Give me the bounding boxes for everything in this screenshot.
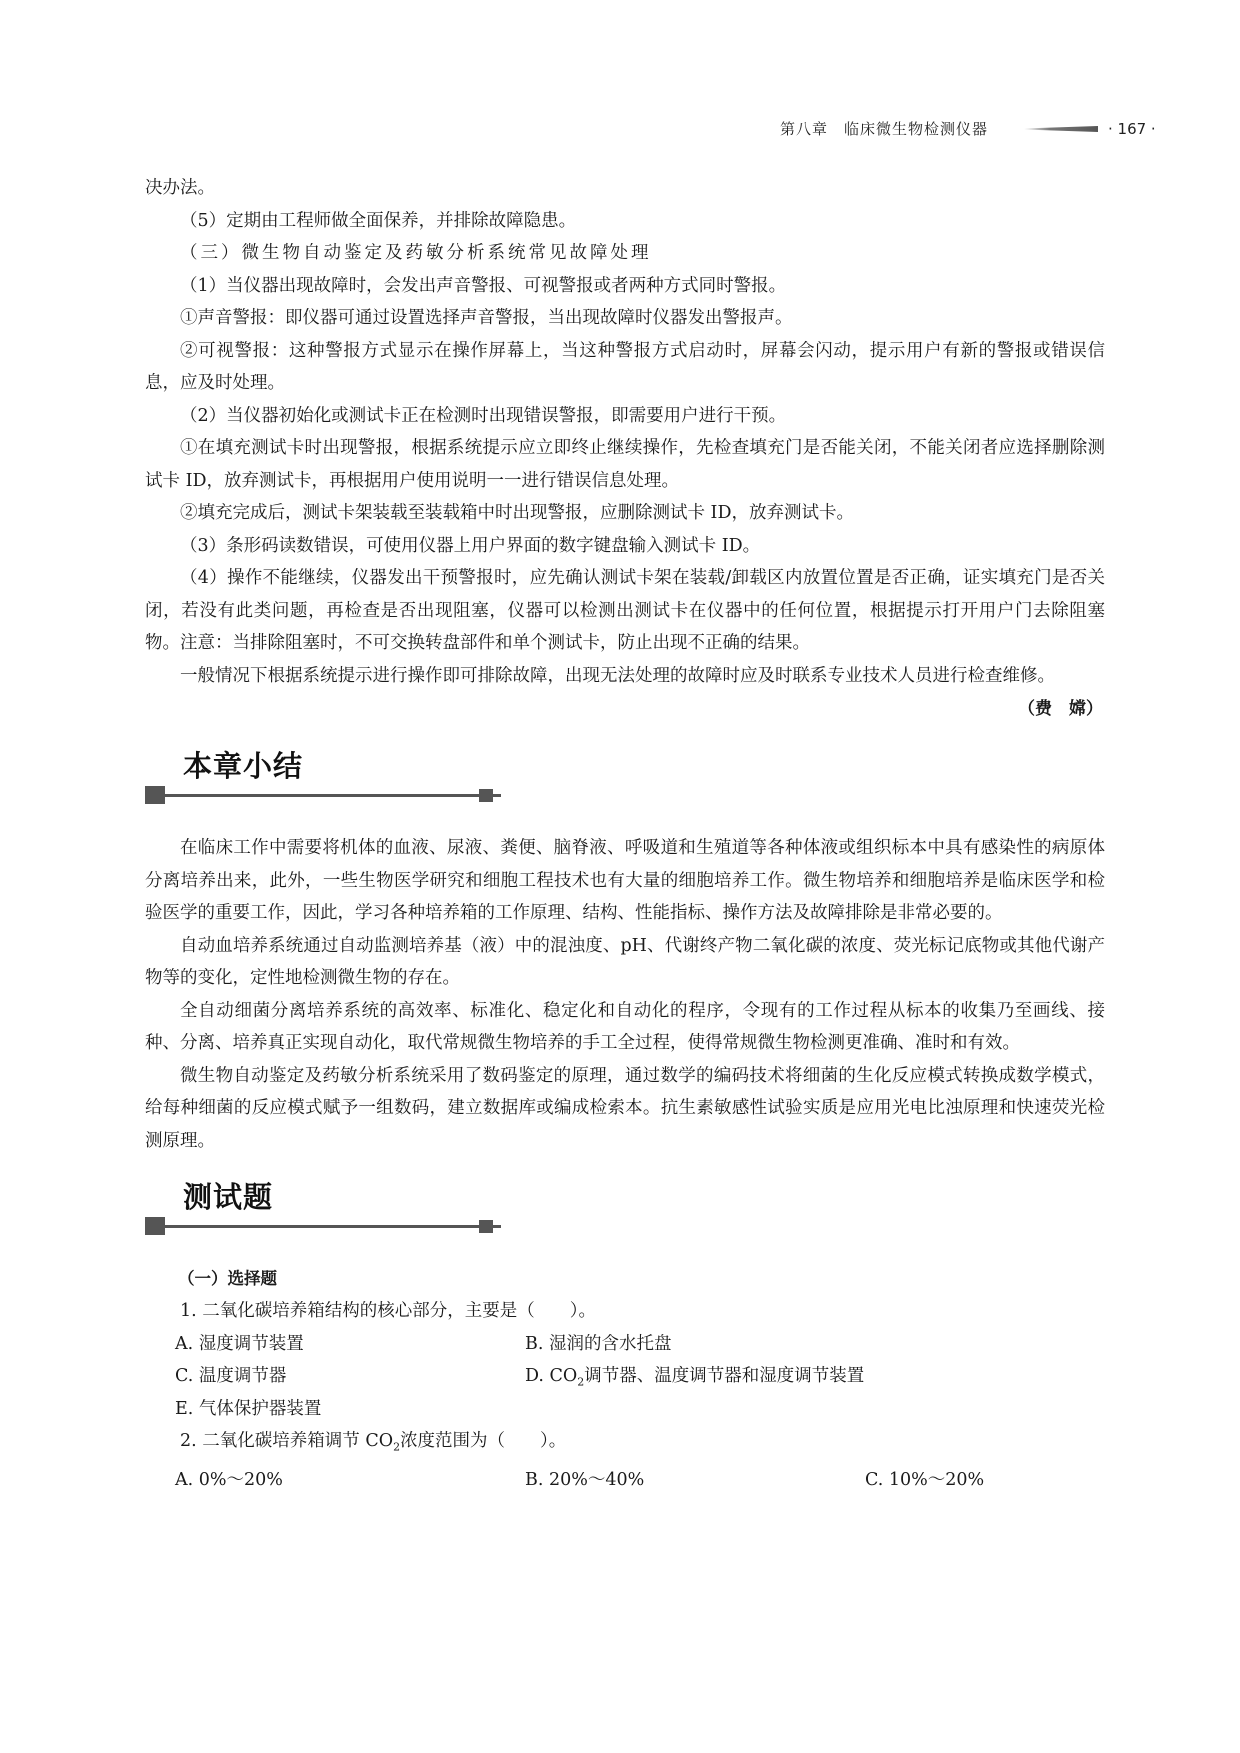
paragraph: （2）当仪器初始化或测试卡正在检测时出现错误警报，即需要用户进行干预。: [180, 405, 787, 426]
rule-square-right: [479, 1220, 493, 1233]
rule-square-left: [145, 1217, 165, 1235]
paragraph: ①在填充测试卡时出现警报，根据系统提示应立即终止继续操作，先检查填充门是否能关闭，不能关闭者应选择删除测试卡 ID，放弃测试卡，再根据用户使用说明一一进行错误信息处理。: [145, 438, 1105, 491]
option-d-prefix: D. CO: [525, 1366, 578, 1386]
option-d-suffix: 调节器、温度调节器和湿度调节装置: [584, 1366, 865, 1386]
quiz-section-header: [145, 1173, 1105, 1245]
summary-paragraph: 微生物自动鉴定及药敏分析系统采用了数码鉴定的原理，通过数学的编码技术将细菌的生化反应模式转换成数学模式，给每种细菌的反应模式赋予一组数码，建立数据库或编成检索本。抗生素敏感性试验实质是应用光电比浊原理和快速荧光检测原理。: [145, 1065, 1105, 1151]
option-c: C. 温度调节器: [175, 1366, 287, 1386]
question-1-options-row-3: [145, 1393, 1105, 1426]
summary-paragraph: 自动血培养系统通过自动监测培养基（液）中的混浊度、pH、代谢终产物二氧化碳的浓度、荧光标记底物或其他代谢产物等的变化，定性地检测微生物的存在。: [145, 935, 1105, 988]
question-1-options-row-1: [145, 1328, 1105, 1361]
paragraph: 一般情况下根据系统提示进行操作即可排除故障，出现无法处理的故障时应及时联系专业技术人员进行检查维修。: [180, 665, 1055, 686]
question-1-stem: 1. 二氧化碳培养箱结构的核心部分，主要是（ ）。: [180, 1301, 597, 1321]
section-title: 本章小结: [183, 749, 304, 783]
header-decor-bar: [1024, 124, 1098, 134]
paragraph: （5）定期由工程师做全面保养，并排除故障隐患。: [180, 210, 577, 231]
running-header: [0, 117, 1240, 141]
option-b: B. 20%～40%: [525, 1470, 645, 1490]
stem-suffix: 浓度范围为（ ）。: [400, 1431, 567, 1451]
paragraph: ①声音警报：即仪器可通过设置选择声音警报，当出现故障时仪器发出警报声。: [180, 308, 793, 328]
option-a: A. 0%～20%: [175, 1470, 283, 1490]
question-2-options-row: [145, 1464, 1105, 1497]
question-2-stem: [145, 1425, 1105, 1464]
option-e: E. 气体保护器装置: [175, 1398, 322, 1419]
quiz-subsection-title: （一）选择题: [178, 1269, 277, 1288]
page-number: · 167 ·: [1108, 120, 1156, 138]
section-rule: [165, 1225, 501, 1228]
subscript: 2: [393, 1440, 401, 1454]
author-credit: （费 嫦）: [1018, 699, 1103, 719]
paragraph: ②可视警报：这种警报方式显示在操作屏幕上，当这种警报方式启动时，屏幕会闪动，提示用户有新的警报或错误信息，应及时处理。: [145, 340, 1105, 393]
chapter-title: 第八章 临床微生物检测仪器: [780, 120, 989, 138]
rule-square-right: [479, 789, 493, 802]
summary-section-header: [145, 742, 1105, 814]
section-rule: [165, 794, 501, 797]
continued-line: 决办法。: [145, 178, 215, 198]
option-c: C. 10%～20%: [865, 1470, 985, 1490]
paragraph: （4）操作不能继续，仪器发出干预警报时，应先确认测试卡架在装载/卸载区内放置位置是否正确，证实填充门是否关闭，若没有此类问题，再检查是否出现阻塞，仪器可以检测出测试卡在仪器中的任何位置，根据提示打开用户门去除阻塞物。注意：当排除阻塞时，不可交换转盘部件和单个测试卡，防止出现不正确的结果。: [145, 568, 1105, 653]
section-title: 测试题: [183, 1180, 274, 1214]
question-1-options-row-2: [145, 1360, 1105, 1393]
option-a: A. 湿度调节装置: [175, 1333, 304, 1354]
paragraph: ②填充完成后，测试卡架装载至装载箱中时出现警报，应删除测试卡 ID，放弃测试卡。: [180, 503, 855, 523]
option-b: B. 湿润的含水托盘: [525, 1333, 672, 1354]
subscript: 2: [577, 1375, 585, 1389]
stem-prefix: 2. 二氧化碳培养箱调节 CO: [180, 1431, 394, 1451]
paragraph: （3）条形码读数错误，可使用仪器上用户界面的数字键盘输入测试卡 ID。: [180, 535, 761, 556]
summary-paragraph: 全自动细菌分离培养系统的高效率、标准化、稳定化和自动化的程序，令现有的工作过程从标本的收集乃至画线、接种、分离、培养真正实现自动化，取代常规微生物培养的手工全过程，使得常规微生物检测更准确、准时和有效。: [145, 1000, 1105, 1053]
summary-paragraph: 在临床工作中需要将机体的血液、尿液、粪便、脑脊液、呼吸道和生殖道等各种体液或组织标本中具有感染性的病原体分离培养出来，此外，一些生物医学研究和细胞工程技术也有大量的细胞培养工作。微生物培养和细胞培养是临床医学和检验医学的重要工作，因此，学习各种培养箱的工作原理、结构、性能指标、操作方法及故障排除是非常必要的。: [145, 838, 1105, 923]
paragraph: （1）当仪器出现故障时，会发出声音警报、可视警报或者两种方式同时警报。: [180, 275, 787, 296]
subsection-heading: （三）微生物自动鉴定及药敏分析系统常见故障处理: [180, 243, 652, 263]
page-body: [145, 172, 1105, 1497]
rule-square-left: [145, 786, 165, 804]
